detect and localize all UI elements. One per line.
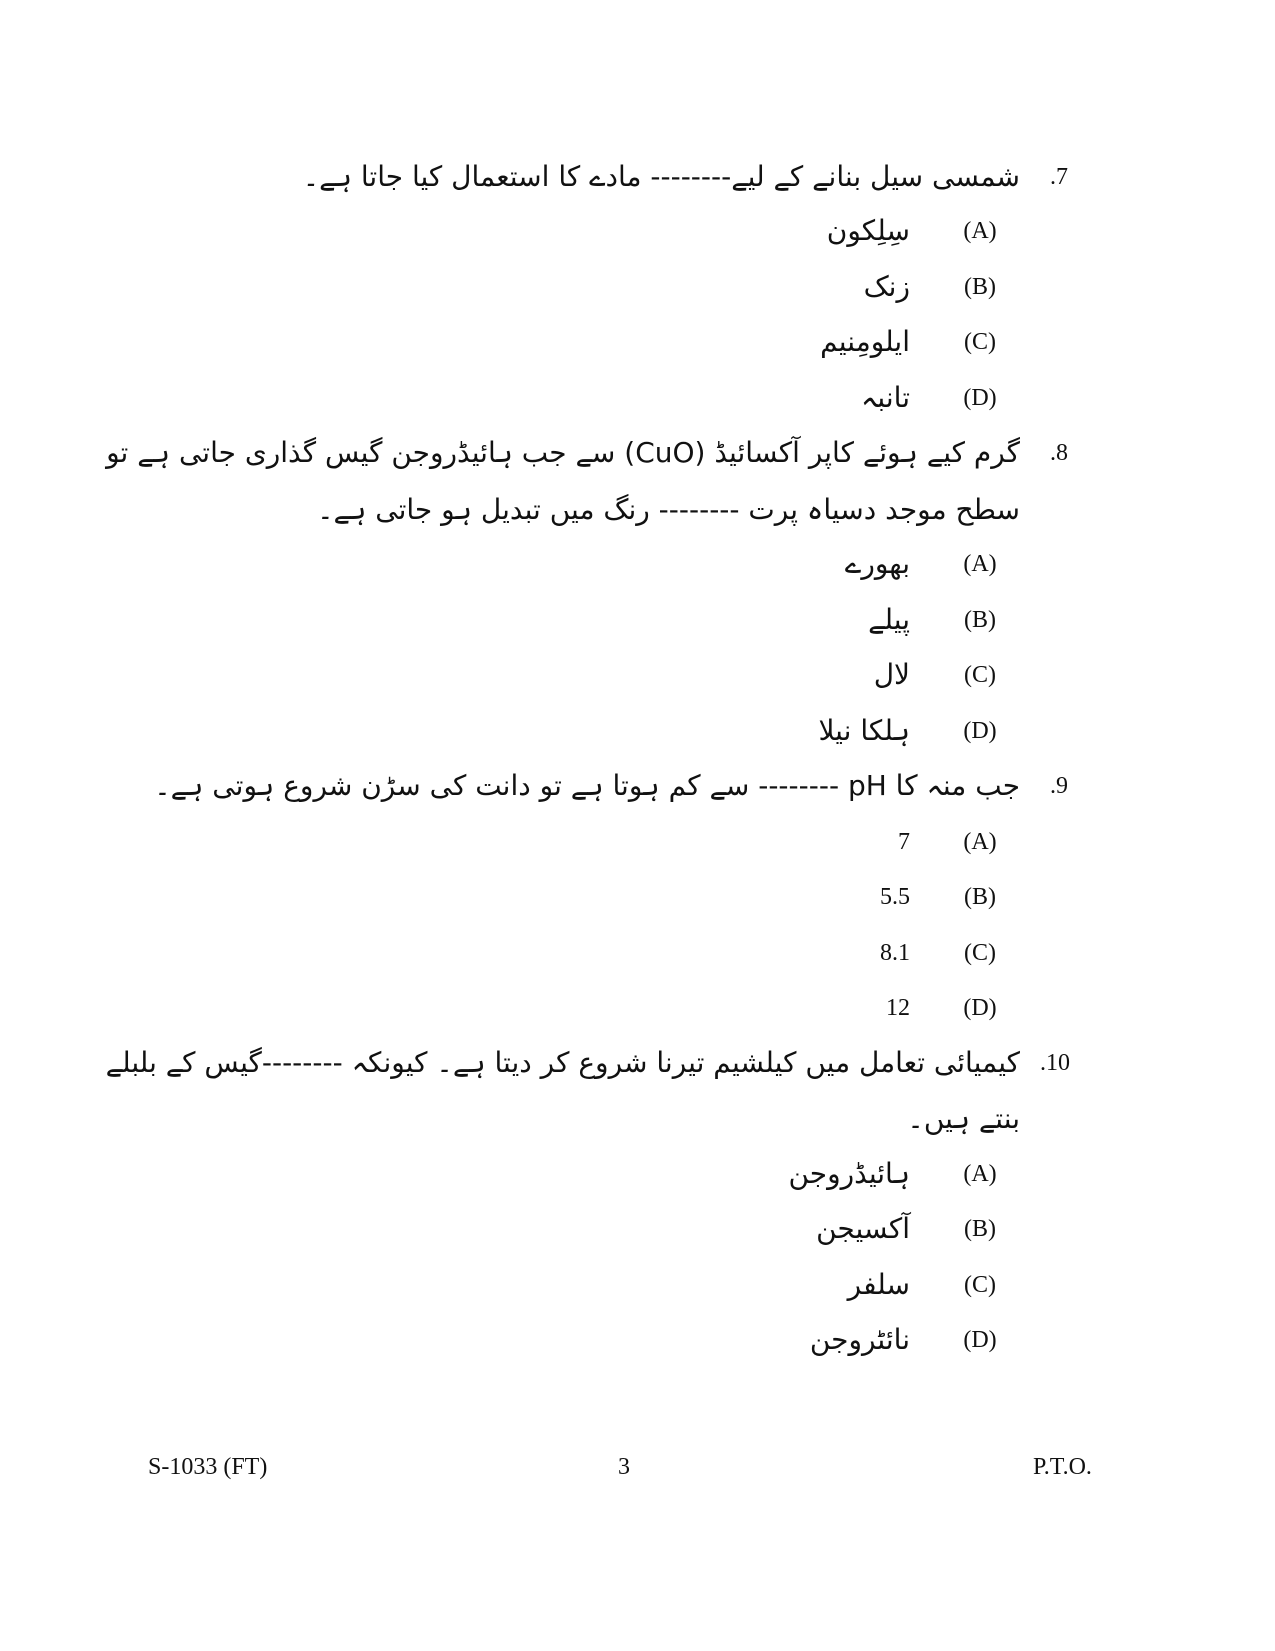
option-text: بھورے	[844, 547, 910, 580]
question-number: .9	[1050, 773, 1068, 799]
option-text: تانبہ	[861, 381, 910, 414]
option-label: (C)	[964, 1272, 996, 1298]
option-label: (A)	[963, 1161, 997, 1187]
question-text: بنتے ہیں۔	[907, 1102, 1020, 1135]
option-label: (A)	[963, 218, 997, 244]
option-text: زنک	[863, 270, 910, 303]
option-label: (B)	[964, 274, 996, 300]
option-text: سِلِکون	[826, 214, 910, 247]
option-label: (D)	[963, 385, 997, 411]
page-number: 3	[618, 1454, 630, 1480]
option-text: ہلکا نیلا	[818, 714, 910, 747]
question-text: گرم کیے ہوئے کاپر آکسائیڈ (CuO) سے جب ہائیڈروجن گیس گذاری جاتی ہے تو	[106, 436, 1020, 469]
option-text: 5.5	[880, 884, 910, 910]
question-number: .10	[1040, 1050, 1070, 1076]
option-text: ایلومِنیم	[820, 325, 910, 358]
option-label: (B)	[964, 884, 996, 910]
option-label: (D)	[963, 1327, 997, 1353]
option-label: (D)	[963, 995, 997, 1021]
option-label: (C)	[964, 940, 996, 966]
question-number: .7	[1050, 164, 1068, 190]
option-label: (A)	[963, 551, 997, 577]
option-text: آکسیجن	[816, 1212, 910, 1245]
question-text: جب منہ کا pH -------- سے کم ہوتا ہے تو دانت کی سڑن شروع ہوتی ہے۔	[154, 769, 1020, 802]
option-text: 12	[886, 995, 910, 1021]
question-text: کیمیائی تعامل میں کیلشیم تیرنا شروع کر دیتا ہے۔ کیونکہ --------گیس کے بلبلے	[105, 1046, 1020, 1079]
option-label: (A)	[963, 829, 997, 855]
question-text: شمسی سیل بنانے کے لیے-------- مادے کا استعمال کیا جاتا ہے۔	[302, 160, 1020, 193]
option-text: لال	[873, 658, 910, 691]
question-text: سطح موجد دسیاہ پرت -------- رنگ میں تبدیل ہو جاتی ہے۔	[317, 493, 1020, 526]
option-label: (C)	[964, 329, 996, 355]
option-text: پیلے	[868, 603, 910, 636]
option-text: ہائیڈروجن	[788, 1157, 910, 1190]
option-text: نائٹروجن	[809, 1323, 910, 1356]
question-number: .8	[1050, 440, 1068, 466]
option-text: سلفر	[847, 1268, 910, 1301]
option-label: (C)	[964, 662, 996, 688]
option-label: (B)	[964, 1216, 996, 1242]
option-text: 7	[898, 829, 910, 855]
pto-label: P.T.O.	[1033, 1454, 1092, 1480]
option-label: (B)	[964, 607, 996, 633]
paper-code: S-1033 (FT)	[148, 1454, 268, 1480]
option-label: (D)	[963, 718, 997, 744]
option-text: 8.1	[880, 940, 910, 966]
